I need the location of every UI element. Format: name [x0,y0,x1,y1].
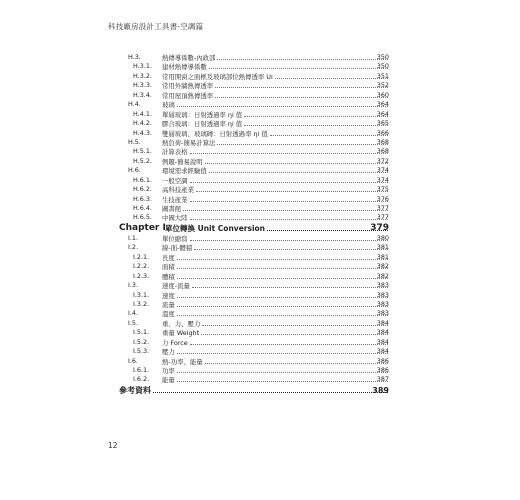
toc-entry-title: 常用開窗之面框及玻璃部位熱傳透率 Ui [162,72,273,81]
dot-leader [217,138,388,145]
toc-entry-title: 流量 [162,300,175,309]
toc-entry-page: 383 [376,309,389,318]
toc-entry-number: H.3.1. [133,62,152,71]
toc-entry-title: 玻璃 [162,101,175,110]
dot-leader [190,176,388,183]
toc-entry-page: 351 [376,71,389,80]
toc-entry-number: I.3.2. [133,299,150,308]
toc-references-entry[interactable] [0,385,520,396]
toc-entry-page: 383 [376,281,389,290]
toc-entry-number: I.1. [128,233,139,242]
toc-entry-page: 374 [376,166,389,175]
toc-entry-number: H.5.1. [133,147,152,156]
toc-entry[interactable] [0,262,520,271]
toc-entry-page: 384 [376,347,389,356]
dot-leader [190,338,388,345]
toc-entry-page: 372 [376,156,389,165]
toc-entry-page: 381 [376,252,389,261]
toc-entry[interactable] [0,213,520,222]
toc-entry-page: 386 [376,366,389,374]
dot-leader [177,100,388,107]
dot-leader [190,195,388,202]
toc-entry-page: 384 [376,318,389,327]
toc-entry[interactable] [0,253,520,262]
toc-entry[interactable] [0,119,520,128]
toc-entry-title: 單位轉換 Unit Conversion [165,223,266,233]
toc-entry-title: 重、力、壓力 [162,319,201,328]
toc-entry[interactable] [0,234,520,243]
dot-leader [215,81,388,88]
toc-entry[interactable] [0,328,520,337]
toc-entry-page: 382 [376,271,389,280]
toc-entry[interactable] [0,110,520,119]
toc-entry[interactable] [0,147,520,156]
dot-leader [217,53,388,60]
toc-entry[interactable] [0,300,520,309]
toc-entry-number: H.6.4. [133,204,152,212]
toc-entry-number: H.3.3. [133,81,152,90]
dot-leader [177,309,388,316]
toc-entry[interactable] [0,243,520,252]
toc-entry[interactable] [0,81,520,90]
toc-entry-title: 中國大陸 [162,214,188,223]
toc-entry-title: 體積 [162,272,175,281]
dot-leader [177,375,388,382]
toc-entry-number: H.4.2. [133,119,152,128]
toc-entry-title: 速度 [162,291,175,300]
dot-leader [215,91,388,98]
toc-entry-title: 熱-功率、能量 [162,357,203,366]
toc-entry[interactable] [0,291,520,300]
toc-entry-number: H.5.2. [133,156,152,165]
toc-entry[interactable] [0,166,520,175]
toc-entry-title: 單層玻璃：日射透過率 ηi 值 [162,110,243,119]
toc-entry-number: H.4.1. [133,109,152,118]
toc-entry-page: 381 [376,243,389,252]
dot-leader [177,291,388,298]
dot-leader [205,157,388,164]
toc-entry-number: I.3.1. [133,290,150,299]
toc-entry-number: I.5.3. [133,347,150,356]
toc-entry[interactable] [0,375,520,384]
toc-entry[interactable] [0,53,520,62]
toc-entry-number: H.4.3. [133,128,152,137]
toc-entry[interactable] [0,62,520,71]
toc-entry[interactable] [0,195,520,204]
toc-chapter-entry[interactable] [0,223,520,234]
toc-entry-title: 生技產業 [162,195,188,204]
toc-entry-title: 一般空調 [162,176,188,185]
toc-entry-number: I.4. [128,309,139,318]
dot-leader [194,243,388,250]
dot-leader [244,110,388,117]
dot-leader [209,62,388,69]
toc-entry-number: H.4. [128,100,141,109]
dot-leader [270,129,388,136]
dot-leader [205,357,388,364]
toc-entry-title: 膠合玻璃：日射透過率 ηi 值 [162,120,243,129]
toc-entry[interactable] [0,138,520,147]
toc-entry[interactable] [0,338,520,347]
dot-leader [177,366,388,373]
dot-leader [190,147,388,154]
toc-entry[interactable] [0,185,520,194]
toc-entry[interactable] [0,204,520,213]
dot-leader [177,347,388,354]
toc-entry-page: 368 [376,137,389,146]
toc-entry-page: 386 [376,356,389,365]
toc-entry-number: H.3. [128,53,141,61]
toc-entry-page: 379 [370,222,389,233]
toc-entry-page: 384 [376,328,389,337]
toc-entry[interactable] [0,100,520,109]
running-header: 科技廠房設計工具書-空調篇 [108,22,204,31]
toc-entry-page: 377 [376,213,389,222]
toc-entry-number: I.6. [128,356,139,365]
toc-entry-number: H.6.5. [133,213,152,222]
toc-entry[interactable] [0,91,520,100]
toc-entry[interactable] [0,357,520,366]
toc-entry-number: I.2.1. [133,252,150,261]
toc-entry-title: 環境需求經驗值 [162,167,207,176]
table-of-contents [0,53,520,396]
toc-entry-title: 線-面-體積 [162,244,193,253]
toc-entry-page: 350 [376,62,389,71]
toc-entry-title: 長度 [162,253,175,262]
toc-entry[interactable] [0,272,520,281]
toc-entry-title: 高科技產業 [162,186,194,195]
toc-entry-number: I.5.2. [133,337,150,346]
toc-entry-page: 383 [376,299,389,308]
dot-leader [192,281,388,288]
toc-entry-page: 387 [376,375,389,384]
toc-entry-title: 重量 Weight [162,329,200,338]
toc-entry[interactable] [0,309,520,318]
toc-entry-number: I.2. [128,243,139,252]
toc-entry-page: 360 [376,90,389,99]
toc-entry-number: I.6.2. [133,375,150,384]
toc-entry-title-line [119,385,389,396]
dot-leader [275,72,388,79]
toc-entry-page: 377 [376,204,389,212]
toc-entry-title: 計算表格 [162,148,188,157]
toc-entry-title-line [165,223,389,234]
toc-entry-title: 壓力 [162,348,175,357]
toc-entry-page: 375 [376,185,389,194]
toc-entry-number: H.6. [128,166,141,175]
dot-leader [196,185,388,192]
page-number: 12 [108,441,118,450]
toc-entry-page: 382 [376,262,389,271]
toc-entry[interactable] [0,347,520,356]
dot-leader [244,119,388,126]
dot-leader [209,166,388,173]
dot-leader [177,300,388,307]
toc-entry-title: 例題-簡易說明 [162,157,203,166]
toc-entry-title: 建材熱傳導係數 [162,63,207,72]
toc-entry-title: 力 Force [162,338,188,347]
dot-leader [177,272,388,279]
toc-entry-title: 常用屋頂熱傳透率 [162,91,214,100]
toc-entry-page: 374 [376,175,389,184]
toc-entry-title: 單位縮寫 [162,234,188,243]
toc-entry-number: I.2.2. [133,262,150,271]
toc-entry[interactable] [0,319,520,328]
toc-entry-title: 溫度 [162,310,175,319]
dot-leader [153,386,388,393]
toc-entry-title: 圖書館 [162,205,182,213]
toc-entry-title: 常用外牆熱傳透率 [162,82,214,91]
dot-leader [177,253,388,260]
toc-entry-title: 熱負荷-簡易計算法 [162,138,216,147]
toc-entry-number: H.3.4. [133,90,152,99]
dot-leader [202,319,388,326]
toc-entry-title: 功率 [162,367,175,375]
toc-entry-title: 熱傳導係數-內政部 [162,54,216,62]
toc-entry-title: 雙層玻璃、玻璃磚：日射透過率 ηi 值 [162,129,268,138]
toc-entry-page: 365 [376,119,389,128]
toc-entry-number: I.3. [128,281,139,290]
toc-entry-page: 380 [376,233,389,242]
toc-entry-number: H.3.2. [133,71,152,80]
toc-entry[interactable] [0,366,520,375]
toc-entry-page: 384 [376,337,389,346]
toc-entry-page: 350 [376,53,389,61]
toc-entry-title: 能量 [162,376,175,385]
dot-leader [190,234,388,241]
toc-entry-title: 速度-流量 [162,282,190,291]
dot-leader [190,213,388,220]
toc-entry[interactable] [0,281,520,290]
toc-entry-page: 364 [376,100,389,109]
toc-entry[interactable] [0,157,520,166]
toc-entry-title: 面積 [162,263,175,272]
toc-entry[interactable] [0,129,520,138]
dot-leader [183,204,388,211]
toc-entry-number: H.6.2. [133,185,152,194]
toc-entry-number: H.6.1. [133,175,152,184]
toc-entry-page: 383 [376,290,389,299]
toc-entry[interactable] [0,176,520,185]
toc-entry-page: 364 [376,109,389,118]
toc-entry-page: 376 [376,194,389,203]
toc-entry-page: 366 [376,128,389,137]
toc-entry-page: 352 [376,81,389,90]
toc-entry-number: I.5. [128,318,139,327]
toc-entry-number: Chapter I. [119,222,170,233]
dot-leader [201,328,388,335]
dot-leader [177,262,388,269]
toc-entry-page: 389 [372,385,389,395]
toc-entry-page: 368 [376,147,389,156]
toc-entry-title: 參考資料 [119,385,151,395]
toc-entry-number: I.6.1. [133,366,150,374]
toc-entry-number: H.6.3. [133,194,152,203]
toc-entry-number: I.2.3. [133,271,150,280]
toc-entry-number: I.5.1. [133,328,150,337]
toc-entry-number: H.5. [128,137,141,146]
toc-entry[interactable] [0,72,520,81]
